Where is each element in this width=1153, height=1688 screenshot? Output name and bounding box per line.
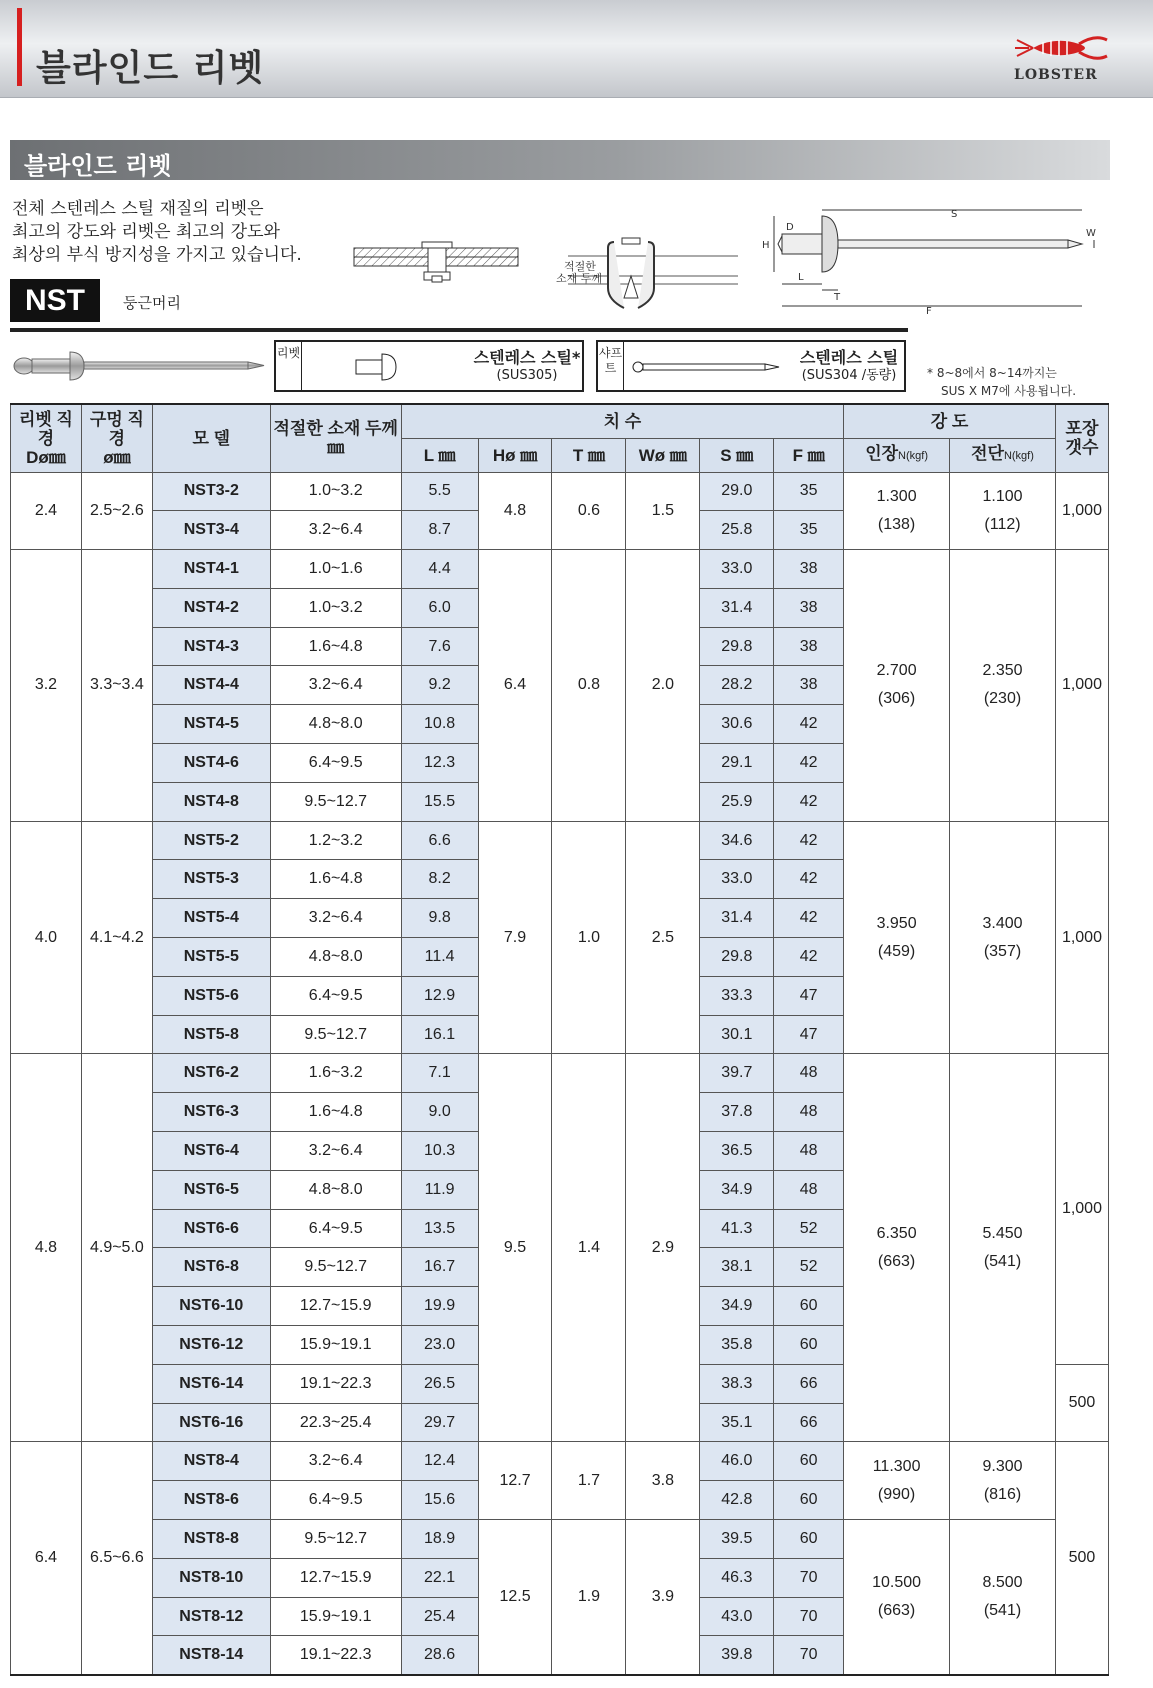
S-cell: 33.0: [700, 860, 774, 899]
length-cell: 23.0: [401, 1326, 478, 1365]
tensile-cell-value: (459): [877, 942, 916, 960]
header-accent-bar: [17, 8, 22, 86]
thickness-cell: 9.5~12.7: [270, 1520, 401, 1559]
length-cell: 16.1: [401, 1015, 478, 1054]
model-cell: NST8-10: [152, 1558, 270, 1597]
length-cell: 11.9: [401, 1170, 478, 1209]
thickness-cell: 3.2~6.4: [270, 511, 401, 550]
S-cell: 29.0: [700, 472, 774, 511]
F-cell: 48: [774, 1170, 844, 1209]
length-cell: 8.7: [401, 511, 478, 550]
table-row: [11, 821, 1109, 860]
F-cell: 42: [774, 744, 844, 783]
model-cell: NST6-12: [152, 1326, 270, 1365]
logo-text: LOBSTER: [1014, 67, 1098, 83]
S-cell: 41.3: [700, 1209, 774, 1248]
thickness-cell: 6.4~9.5: [270, 1209, 401, 1248]
model-cell: NST5-4: [152, 899, 270, 938]
F-cell: 60: [774, 1287, 844, 1326]
col-S: S ㎜: [700, 438, 774, 472]
model-cell: NST6-6: [152, 1209, 270, 1248]
col-packing: 포장 갯수: [1055, 404, 1108, 472]
col-dimensions: 치 수: [401, 404, 844, 438]
thickness-cell: 19.1~22.3: [270, 1364, 401, 1403]
length-cell: 9.0: [401, 1093, 478, 1132]
length-cell: 7.6: [401, 627, 478, 666]
rivet-material-grade: (SUS305): [496, 368, 558, 383]
model-cell: NST6-8: [152, 1248, 270, 1287]
rivet-material-box: [274, 340, 584, 392]
length-cell: 5.5: [401, 472, 478, 511]
dim-label: W: [1086, 228, 1096, 239]
rivet-photo: [10, 348, 268, 384]
tensile-cell-value: 11.300: [872, 1457, 921, 1475]
F-cell: 60: [774, 1520, 844, 1559]
hole-diameter-cell: 6.5~6.6: [81, 1442, 152, 1675]
F-cell: 38: [774, 550, 844, 589]
thickness-cell: 1.0~3.2: [270, 588, 401, 627]
thickness-cell: 3.2~6.4: [270, 1442, 401, 1481]
shear-cell-value: (230): [983, 690, 1022, 708]
S-cell: 29.8: [700, 938, 774, 977]
S-cell: 39.5: [700, 1520, 774, 1559]
model-cell: NST6-14: [152, 1364, 270, 1403]
dim-label: S: [951, 209, 958, 220]
shear-cell-value: 1.100: [982, 487, 1023, 505]
length-cell: 4.4: [401, 550, 478, 589]
shear-cell: [950, 1054, 1056, 1442]
S-cell: 29.8: [700, 627, 774, 666]
tensile-cell-value: 10.500: [872, 1573, 922, 1591]
table-row: [11, 1054, 1109, 1093]
length-cell: 25.4: [401, 1597, 478, 1636]
F-cell: 48: [774, 1054, 844, 1093]
length-cell: 15.5: [401, 782, 478, 821]
thickness-cell: 4.8~8.0: [270, 1170, 401, 1209]
length-cell: 9.8: [401, 899, 478, 938]
S-cell: 33.0: [700, 550, 774, 589]
thickness-cell: 6.4~9.5: [270, 744, 401, 783]
F-cell: 35: [774, 472, 844, 511]
F-cell: 47: [774, 976, 844, 1015]
model-cell: NST3-4: [152, 511, 270, 550]
rivet-diameter-cell: 4.8: [11, 1054, 82, 1442]
model-cell: NST8-6: [152, 1481, 270, 1520]
thickness-cell: 3.2~6.4: [270, 666, 401, 705]
T-cell: 1.7: [552, 1442, 626, 1520]
W-cell: 3.8: [626, 1442, 700, 1520]
packing-cell: 500: [1055, 1364, 1108, 1442]
model-cell: NST4-5: [152, 705, 270, 744]
col-F: F ㎜: [774, 438, 844, 472]
model-cell: NST6-3: [152, 1093, 270, 1132]
F-cell: 38: [774, 666, 844, 705]
F-cell: 48: [774, 1132, 844, 1171]
model-cell: NST4-4: [152, 666, 270, 705]
page-title: 블라인드 리벳: [36, 48, 265, 89]
F-cell: 42: [774, 899, 844, 938]
length-cell: 12.4: [401, 1442, 478, 1481]
footnote-line: SUS X M7에 사용됩니다.: [941, 384, 1077, 398]
model-cell: NST6-2: [152, 1054, 270, 1093]
H-cell: 12.7: [478, 1442, 552, 1520]
thickness-cell: 22.3~25.4: [270, 1403, 401, 1442]
rivet-outline-icon: [354, 352, 404, 382]
thickness-cell: 12.7~15.9: [270, 1287, 401, 1326]
length-cell: 29.7: [401, 1403, 478, 1442]
F-cell: 35: [774, 511, 844, 550]
thickness-cell: 3.2~6.4: [270, 899, 401, 938]
shear-cell: [950, 1442, 1056, 1520]
dim-label: T: [834, 292, 841, 303]
H-cell: 9.5: [478, 1054, 552, 1442]
S-cell: 28.2: [700, 666, 774, 705]
length-cell: 6.0: [401, 588, 478, 627]
model-cell: NST8-14: [152, 1636, 270, 1675]
length-cell: 8.2: [401, 860, 478, 899]
F-cell: 60: [774, 1326, 844, 1365]
tensile-cell-value: 2.700: [876, 662, 917, 680]
model-cell: NST5-2: [152, 821, 270, 860]
tensile-cell-value: (663): [877, 1601, 916, 1619]
divider: [10, 328, 908, 332]
shear-cell-value: 3.400: [982, 914, 1023, 932]
thickness-cell: 3.2~6.4: [270, 1132, 401, 1171]
rivet-material: [472, 348, 582, 384]
thickness-cell: 9.5~12.7: [270, 1015, 401, 1054]
length-cell: 12.3: [401, 744, 478, 783]
tensile-cell: [844, 1520, 950, 1675]
shear-cell-value: 9.300: [982, 1457, 1023, 1475]
diagram-label: 소재 두께: [556, 272, 603, 285]
W-cell: 1.5: [626, 472, 700, 550]
model-cell: NST8-4: [152, 1442, 270, 1481]
model-cell: NST5-8: [152, 1015, 270, 1054]
tensile-cell: [844, 1054, 950, 1442]
thickness-cell: 1.2~3.2: [270, 821, 401, 860]
F-cell: 42: [774, 705, 844, 744]
S-cell: 35.8: [700, 1326, 774, 1365]
thickness-cell: 15.9~19.1: [270, 1326, 401, 1365]
thickness-cell: 19.1~22.3: [270, 1636, 401, 1675]
hole-diameter-cell: 4.1~4.2: [81, 821, 152, 1054]
thickness-cell: 12.7~15.9: [270, 1558, 401, 1597]
packing-cell: 1,000: [1055, 1054, 1108, 1364]
lobster-icon: [1015, 30, 1115, 64]
F-cell: 48: [774, 1093, 844, 1132]
model-cell: NST4-3: [152, 627, 270, 666]
T-cell: 0.6: [552, 472, 626, 550]
T-cell: 1.0: [552, 821, 626, 1054]
F-cell: 42: [774, 821, 844, 860]
footnote: [927, 364, 1076, 400]
col-tensile: 인장N(kgf): [844, 438, 950, 472]
S-cell: 39.7: [700, 1054, 774, 1093]
F-cell: 42: [774, 938, 844, 977]
S-cell: 31.4: [700, 899, 774, 938]
length-cell: 16.7: [401, 1248, 478, 1287]
dim-label: D: [786, 222, 794, 233]
S-cell: 25.8: [700, 511, 774, 550]
S-cell: 29.1: [700, 744, 774, 783]
packing-cell: 1,000: [1055, 821, 1108, 1054]
S-cell: 38.3: [700, 1364, 774, 1403]
col-T: T ㎜: [552, 438, 626, 472]
model-cell: NST6-4: [152, 1132, 270, 1171]
tensile-cell: [844, 550, 950, 822]
thickness-cell: 9.5~12.7: [270, 782, 401, 821]
length-cell: 13.5: [401, 1209, 478, 1248]
shear-cell-value: (816): [983, 1485, 1022, 1503]
shear-cell-value: 8.500: [982, 1573, 1023, 1591]
S-cell: 34.6: [700, 821, 774, 860]
col-H: Hø ㎜: [478, 438, 552, 472]
dim-label: L: [798, 272, 804, 283]
packing-cell: 1,000: [1055, 550, 1108, 822]
description-line: 전체 스텐레스 스틸 재질의 리벳은: [12, 199, 264, 219]
section-bar: [10, 140, 1110, 180]
length-cell: 26.5: [401, 1364, 478, 1403]
H-cell: 7.9: [478, 821, 552, 1054]
F-cell: 38: [774, 627, 844, 666]
H-cell: 4.8: [478, 472, 552, 550]
S-cell: 37.8: [700, 1093, 774, 1132]
length-cell: 9.2: [401, 666, 478, 705]
hole-diameter-cell: 2.5~2.6: [81, 472, 152, 550]
shear-cell: [950, 550, 1056, 822]
dim-label: F: [926, 306, 932, 317]
hole-diameter-cell: 4.9~5.0: [81, 1054, 152, 1442]
shear-cell-value: (357): [983, 942, 1022, 960]
section-title: 블라인드 리벳: [24, 152, 172, 180]
shear-cell-value: 5.450: [982, 1224, 1023, 1242]
rivet-diameter-cell: 2.4: [11, 472, 82, 550]
tensile-cell: [844, 1442, 950, 1520]
col-shear: 전단N(kgf): [950, 438, 1056, 472]
length-cell: 11.4: [401, 938, 478, 977]
page-header: [0, 0, 1153, 98]
table-row: [11, 1442, 1109, 1481]
F-cell: 60: [774, 1481, 844, 1520]
thickness-cell: 4.8~8.0: [270, 705, 401, 744]
S-cell: 33.3: [700, 976, 774, 1015]
riveted-plates-diagram: [352, 226, 522, 296]
length-cell: 22.1: [401, 1558, 478, 1597]
series-badge: NST: [10, 279, 100, 322]
tensile-cell: [844, 472, 950, 550]
model-cell: NST4-2: [152, 588, 270, 627]
W-cell: 3.9: [626, 1520, 700, 1675]
lobster-logo: [1010, 30, 1120, 90]
S-cell: 38.1: [700, 1248, 774, 1287]
model-cell: NST4-6: [152, 744, 270, 783]
shear-cell-value: 2.350: [982, 662, 1023, 680]
S-cell: 36.5: [700, 1132, 774, 1171]
thickness-cell: 1.0~3.2: [270, 472, 401, 511]
rivet-side-label: 리벳: [276, 342, 302, 390]
length-cell: 6.6: [401, 821, 478, 860]
diagram-label: 적절한: [564, 260, 596, 273]
length-cell: 18.9: [401, 1520, 478, 1559]
model-cell: NST5-3: [152, 860, 270, 899]
shaft-outline-icon: [632, 360, 782, 374]
S-cell: 31.4: [700, 588, 774, 627]
model-cell: NST4-1: [152, 550, 270, 589]
tensile-cell-value: (663): [877, 1252, 916, 1270]
shaft-material-box: [596, 340, 906, 392]
F-cell: 70: [774, 1597, 844, 1636]
col-rivet-diameter: 리벳 직경 Dø㎜: [11, 404, 82, 472]
thickness-cell: 1.6~3.2: [270, 1054, 401, 1093]
F-cell: 70: [774, 1636, 844, 1675]
table-row: [11, 472, 1109, 511]
thickness-cell: 9.5~12.7: [270, 1248, 401, 1287]
H-cell: 12.5: [478, 1520, 552, 1675]
packing-cell: 1,000: [1055, 472, 1108, 550]
spec-table: [10, 403, 1109, 1676]
S-cell: 39.8: [700, 1636, 774, 1675]
thickness-cell: 4.8~8.0: [270, 938, 401, 977]
packing-cell: 500: [1055, 1442, 1108, 1675]
description-line: 최고의 강도와 리벳은 최고의 강도와: [12, 222, 280, 242]
W-cell: 2.0: [626, 550, 700, 822]
shear-cell-value: (541): [983, 1601, 1022, 1619]
length-cell: 12.9: [401, 976, 478, 1015]
thickness-cell: 15.9~19.1: [270, 1597, 401, 1636]
shaft-material: [794, 348, 904, 384]
model-cell: NST3-2: [152, 472, 270, 511]
thickness-cell: 1.6~4.8: [270, 860, 401, 899]
rivet-diameter-cell: 3.2: [11, 550, 82, 822]
table-row: [11, 550, 1109, 589]
shaft-material-grade: (SUS304 /동량): [801, 368, 897, 383]
H-cell: 6.4: [478, 550, 552, 822]
shear-cell: [950, 1520, 1056, 1675]
thickness-cell: 1.6~4.8: [270, 627, 401, 666]
F-cell: 38: [774, 588, 844, 627]
model-cell: NST8-12: [152, 1597, 270, 1636]
description: [12, 198, 302, 267]
thickness-cell: 1.6~4.8: [270, 1093, 401, 1132]
thickness-cell: 6.4~9.5: [270, 1481, 401, 1520]
model-cell: NST6-16: [152, 1403, 270, 1442]
F-cell: 47: [774, 1015, 844, 1054]
W-cell: 2.9: [626, 1054, 700, 1442]
F-cell: 60: [774, 1442, 844, 1481]
S-cell: 46.0: [700, 1442, 774, 1481]
length-cell: 28.6: [401, 1636, 478, 1675]
shear-cell-value: (112): [984, 515, 1021, 533]
S-cell: 42.8: [700, 1481, 774, 1520]
tensile-cell-value: 1.300: [876, 487, 917, 505]
rivet-diameter-cell: 4.0: [11, 821, 82, 1054]
model-cell: NST5-6: [152, 976, 270, 1015]
length-cell: 10.8: [401, 705, 478, 744]
model-cell: NST6-10: [152, 1287, 270, 1326]
S-cell: 30.6: [700, 705, 774, 744]
F-cell: 70: [774, 1558, 844, 1597]
shear-cell-value: (541): [983, 1252, 1022, 1270]
rivet-section-diagram: [548, 228, 748, 308]
S-cell: 34.9: [700, 1287, 774, 1326]
description-line: 최상의 부식 방지성을 가지고 있습니다.: [12, 245, 302, 265]
col-strength: 강 도: [844, 404, 1056, 438]
length-cell: 10.3: [401, 1132, 478, 1171]
tensile-cell-value: (990): [877, 1485, 916, 1503]
col-model: 모 델: [152, 404, 270, 472]
col-thickness: 적절한 소재 두께 ㎜: [270, 404, 401, 472]
F-cell: 52: [774, 1248, 844, 1287]
col-L: L ㎜: [401, 438, 478, 472]
hole-diameter-cell: 3.3~3.4: [81, 550, 152, 822]
thickness-cell: 1.0~1.6: [270, 550, 401, 589]
W-cell: 2.5: [626, 821, 700, 1054]
tensile-cell-value: 6.350: [876, 1224, 917, 1242]
tensile-cell: [844, 821, 950, 1054]
col-W: Wø ㎜: [626, 438, 700, 472]
model-cell: NST4-8: [152, 782, 270, 821]
F-cell: 42: [774, 860, 844, 899]
dim-label: H: [762, 240, 770, 251]
T-cell: 0.8: [552, 550, 626, 822]
footnote-line: * 8~8에서 8~14까지는: [927, 366, 1057, 380]
shaft-side-label: 샤프트: [598, 342, 624, 390]
S-cell: 35.1: [700, 1403, 774, 1442]
S-cell: 30.1: [700, 1015, 774, 1054]
tensile-cell-value: 3.950: [876, 914, 917, 932]
dimension-diagram: [762, 206, 1101, 317]
length-cell: 19.9: [401, 1287, 478, 1326]
shear-cell: [950, 821, 1056, 1054]
S-cell: 43.0: [700, 1597, 774, 1636]
S-cell: 25.9: [700, 782, 774, 821]
rivet-diameter-cell: 6.4: [11, 1442, 82, 1675]
series-subtitle: 둥근머리: [123, 294, 181, 312]
tensile-cell-value: (138): [877, 515, 916, 533]
table-row: [11, 1520, 1109, 1559]
F-cell: 66: [774, 1403, 844, 1442]
length-cell: 7.1: [401, 1054, 478, 1093]
col-hole-diameter: 구멍 직경 ø㎜: [81, 404, 152, 472]
shaft-material-name: 스텐레스 스틸: [799, 348, 899, 367]
length-cell: 15.6: [401, 1481, 478, 1520]
model-cell: NST6-5: [152, 1170, 270, 1209]
thickness-cell: 6.4~9.5: [270, 976, 401, 1015]
S-cell: 46.3: [700, 1558, 774, 1597]
model-cell: NST8-8: [152, 1520, 270, 1559]
rivet-material-name: 스텐레스 스틸*: [473, 348, 581, 367]
F-cell: 66: [774, 1364, 844, 1403]
shear-cell: [950, 472, 1056, 550]
model-cell: NST5-5: [152, 938, 270, 977]
F-cell: 52: [774, 1209, 844, 1248]
T-cell: 1.4: [552, 1054, 626, 1442]
S-cell: 34.9: [700, 1170, 774, 1209]
tensile-cell-value: (306): [877, 690, 916, 708]
T-cell: 1.9: [552, 1520, 626, 1675]
F-cell: 42: [774, 782, 844, 821]
